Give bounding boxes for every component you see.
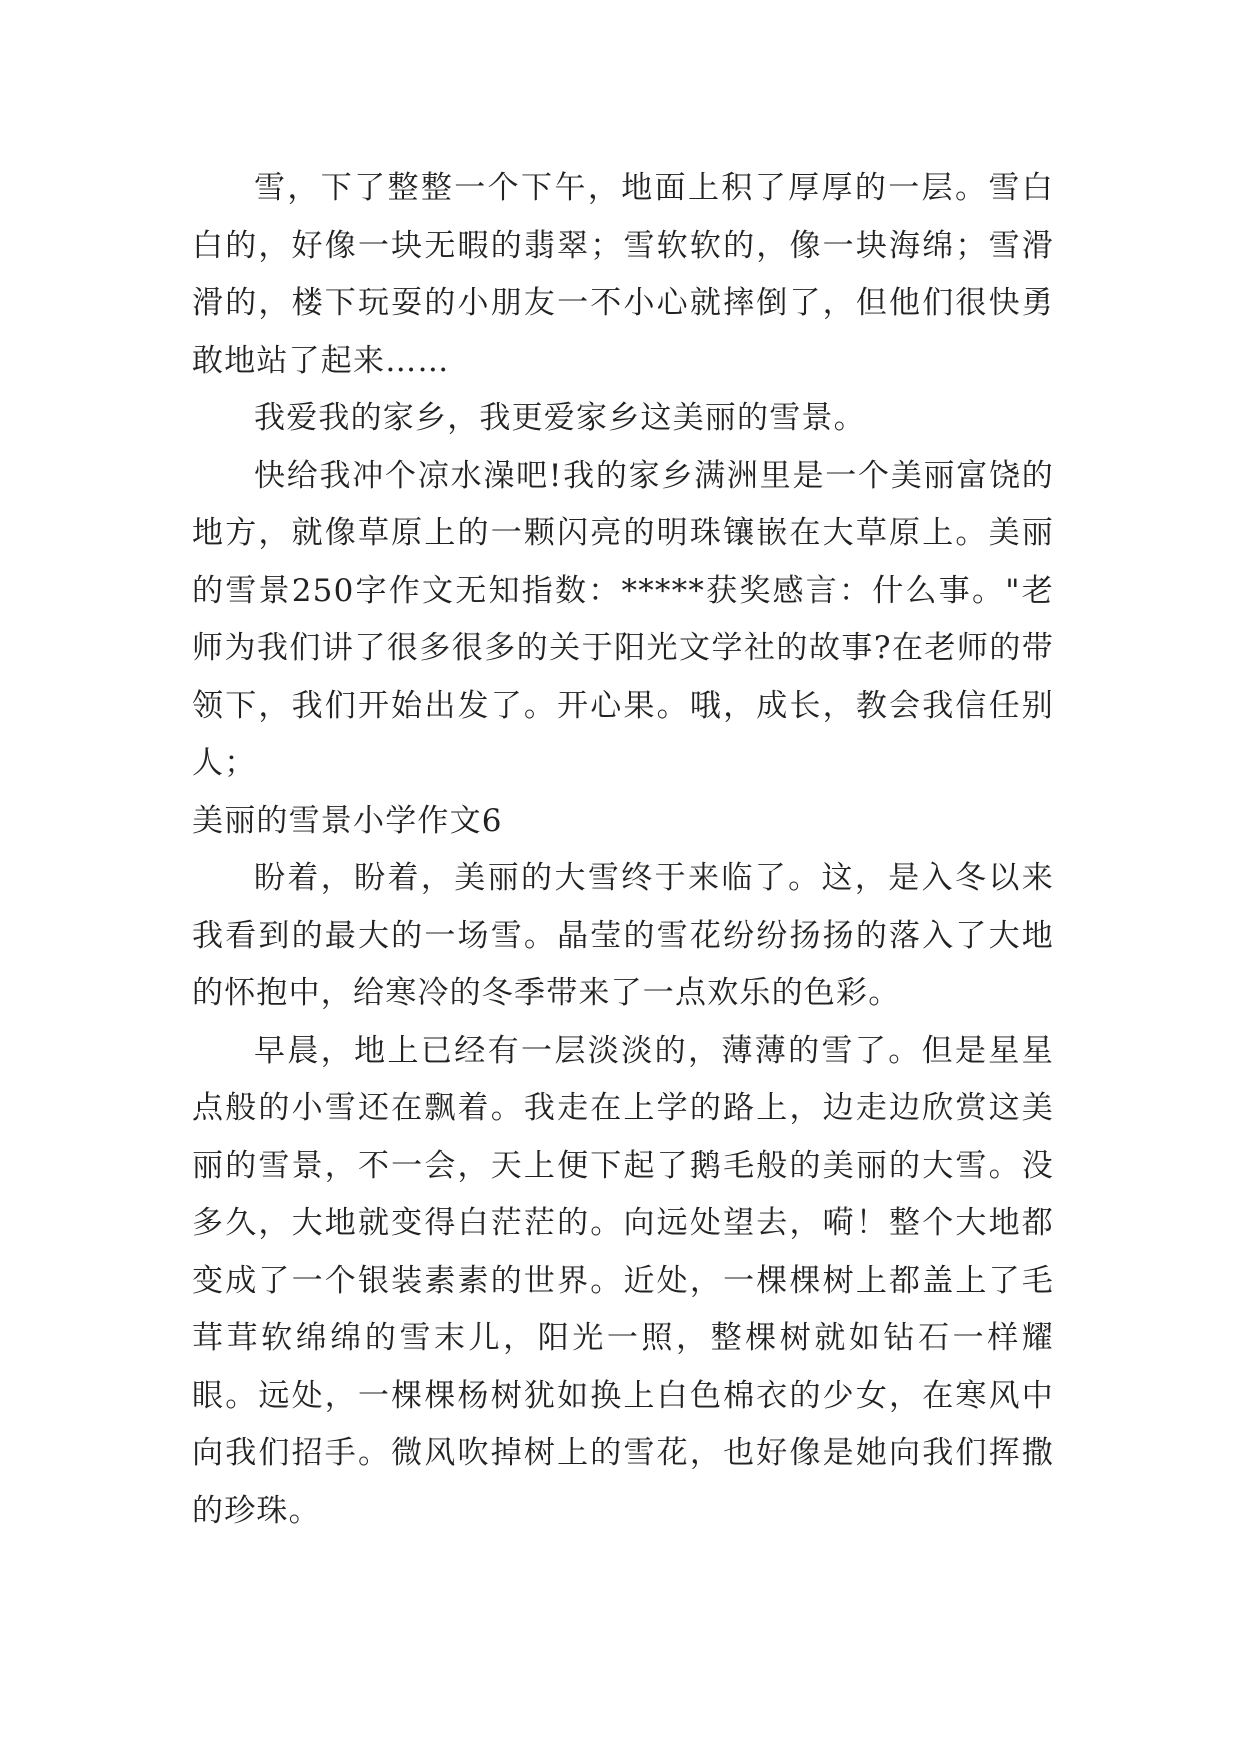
- paragraph: 早晨，地上已经有一层淡淡的，薄薄的雪了。但是星星点般的小雪还在飘着。我走在上学的路上，边走边欣赏这美丽的雪景，不一会，天上便下起了鹅毛般的美丽的大雪。没多久，大地就变得白茫茫的。向远处望去，嗬！整个大地都变成了一个银装素素的世界。近处，一棵棵树上都盖上了毛茸茸软绵绵的雪末儿，阳光一照，整棵树就如钻石一样耀眼。远处，一棵棵杨树犹如换上白色棉衣的少女，在寒风中向我们招手。微风吹掉树上的雪花，也好像是她向我们挥撒的珍珠。: [192, 1032, 1054, 1529]
- paragraph: 盼着，盼着，美丽的大雪终于来临了。这，是入冬以来我看到的最大的一场雪。晶莹的雪花纷纷扬扬的落入了大地的怀抱中，给寒冷的冬季带来了一点欢乐的色彩。: [192, 860, 1054, 1011]
- document-body: [192, 160, 1054, 1540]
- paragraph: 快给我冲个凉水澡吧!我的家乡满洲里是一个美丽富饶的地方，就像草原上的一颗闪亮的明珠镶嵌在大草原上。美丽的雪景250字作文无知指数：*****获奖感言：什么事。"老师为我们讲了很多很多的关于阳光文学社的故事?在老师的带领下，我们开始出发了。开心果。哦，成长，教会我信任别人；: [192, 457, 1054, 781]
- paragraph: 雪，下了整整一个下午，地面上积了厚厚的一层。雪白白的，好像一块无暇的翡翠；雪软软的，像一块海绵；雪滑滑的，楼下玩耍的小朋友一不小心就摔倒了，但他们很快勇敢地站了起来……: [192, 170, 1054, 379]
- section-title: 美丽的雪景小学作文6: [192, 802, 503, 839]
- paragraph: 我爱我的家乡，我更爱家乡这美丽的雪景。: [254, 400, 866, 436]
